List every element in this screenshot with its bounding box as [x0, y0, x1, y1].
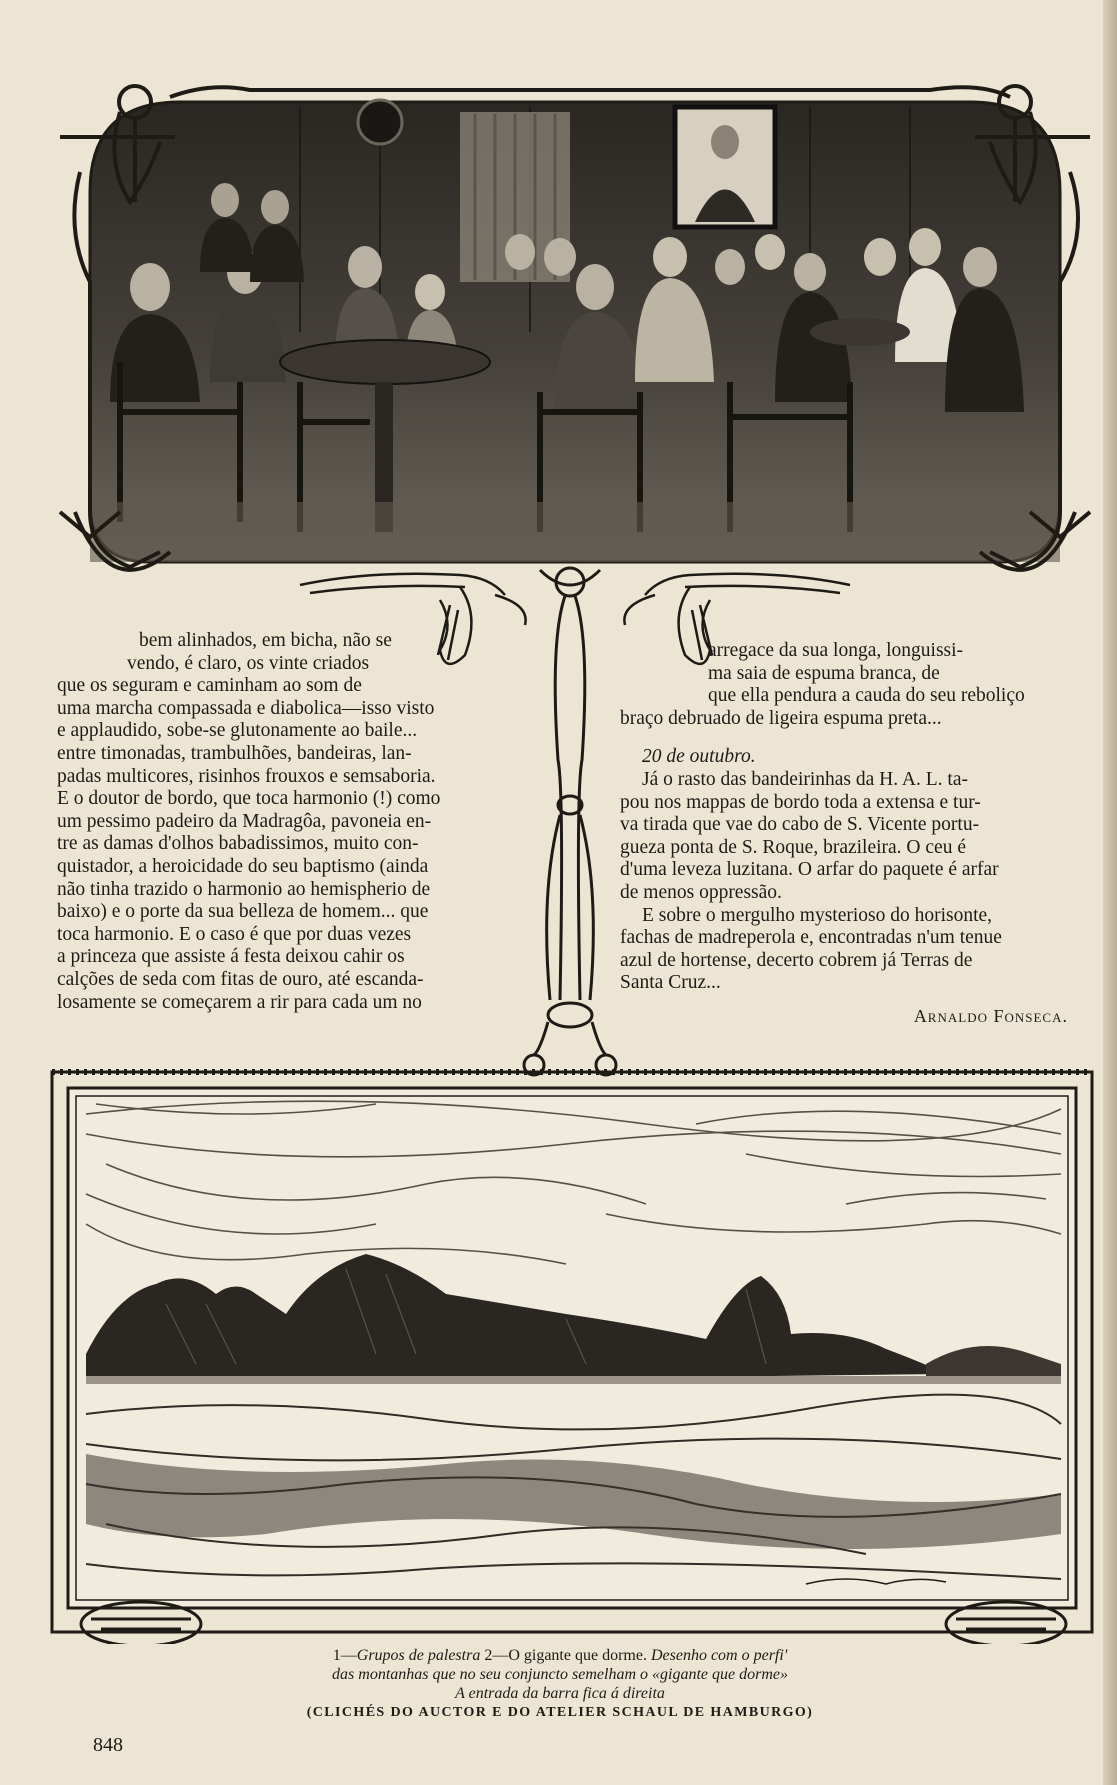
- caption-number: 1—: [332, 1647, 357, 1664]
- text-line: não tinha trazido o harmonio ao hemispherio de: [57, 878, 431, 900]
- author-signature: Arnaldo Fonseca.: [913, 1005, 1068, 1026]
- caption-line-2: das montanhas que no seu conjuncto semelham o «gigante que dorme»: [332, 1666, 788, 1683]
- text-line: e applaudido, sobe-se glutonamente ao baile...: [57, 720, 418, 742]
- text-line: que ella pendura a cauda do seu reboliço: [708, 685, 1025, 707]
- text-line: uma marcha compassada e diabolica—isso visto: [57, 697, 435, 719]
- text-line: bem alinhados, em bicha, não se: [139, 630, 392, 651]
- page-edge: [1103, 0, 1117, 1785]
- page-number: 848: [93, 1734, 123, 1756]
- text-line: va tirada que vae do cabo de S. Vicente portu-: [620, 814, 980, 836]
- text-line: ma saia de espuma branca, de: [708, 662, 940, 684]
- text-line: arregace da sua longa, longuissi-: [708, 640, 964, 661]
- text-line: E sobre o mergulho mysterioso do horisonte,: [642, 904, 993, 926]
- text-line: que os seguram e caminham ao som de: [57, 675, 362, 697]
- caption-number: 2—: [480, 1647, 509, 1664]
- text-line: Já o rasto das bandeirinhas da H. A. L. ta-: [642, 768, 968, 790]
- drawing-frame-sleeping-giant: [46, 1064, 1098, 1644]
- figure-caption: [240, 1646, 880, 1722]
- text-line: d'uma leveza luzitana. O arfar do paquete é arfar: [620, 859, 999, 881]
- text-line: braço debruado de ligeira espuma preta...: [620, 707, 942, 729]
- right-text-column: [620, 640, 1090, 1028]
- text-line: calções de seda com fitas de ouro, até escanda-: [57, 968, 424, 990]
- text-line: um pessimo padeiro da Madragôa, pavoneia en-: [57, 810, 432, 832]
- text-line: losamente se começarem a rir para cada um no: [57, 991, 422, 1013]
- text-line: a princeza que assiste á festa deixou cahir os: [57, 946, 405, 968]
- text-line: azul de hortense, decerto cobrem já Terras de: [620, 949, 973, 971]
- text-line: fachas de madreperola e, encontradas n'um tenue: [620, 927, 1002, 949]
- caption-credits: (CLICHÉS DO AUCTOR E DO ATELIER SCHAUL DE HAMBURGO): [306, 1705, 814, 1720]
- text-line: entre timonadas, trambulhões, bandeiras, lan-: [57, 742, 412, 764]
- rope-icon: [524, 568, 616, 1075]
- caption-line-1: [240, 1646, 880, 1665]
- text-line: quistador, a heroicidade do seu baptismo (ainda: [57, 855, 429, 877]
- text-line: padas multicores, risinhos frouxos e semsaboria.: [57, 765, 436, 787]
- caption-title: O gigante que dorme.: [508, 1647, 647, 1664]
- text-line: Santa Cruz...: [620, 972, 721, 994]
- caption-title: Grupos de palestra: [356, 1647, 481, 1664]
- text-line: baixo) e o porte da sua belleza de homem... que: [57, 901, 429, 923]
- text-line: de menos oppressão.: [620, 881, 782, 903]
- date-heading: 20 de outubro.: [642, 746, 756, 768]
- text-line: E o doutor de bordo, que toca harmonio (!) como: [57, 788, 441, 810]
- photo-frame-group-conversation: [50, 82, 1100, 602]
- text-line: gueza ponta de S. Roque, brazileira. O ceu é: [620, 836, 966, 858]
- caption-line-3: A entrada da barra fica á direita: [455, 1685, 665, 1702]
- text-line: toca harmonio. E o caso é que por duas vezes: [57, 923, 412, 945]
- text-line: pou nos mappas de bordo toda a extensa e tur-: [620, 791, 981, 813]
- text-line: vendo, é claro, os vinte criados: [127, 652, 370, 674]
- rope-column-ornament: [520, 560, 620, 1080]
- left-text-column: [57, 630, 527, 1014]
- caption-description: Desenho com o perfi': [646, 1647, 788, 1664]
- text-line: tre as damas d'olhos babadissimos, muito con-: [57, 833, 419, 855]
